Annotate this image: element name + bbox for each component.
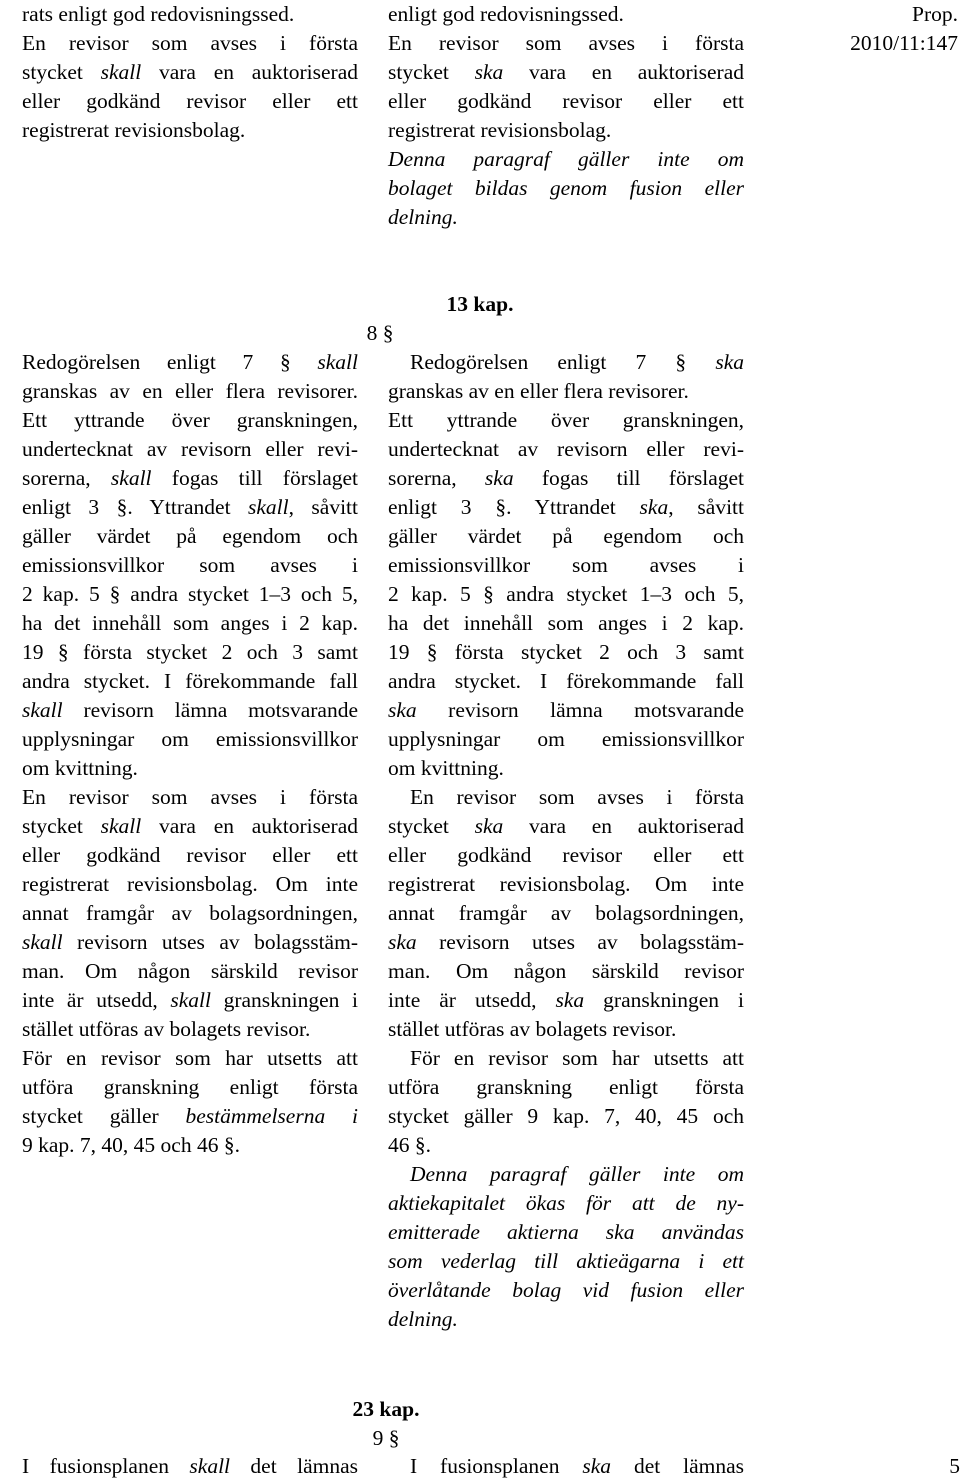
text-line: 2 kap. 5 § andra stycket 1–3 och 5, [388, 582, 744, 606]
text-line: rats enligt god redovisningssed. [22, 2, 295, 26]
text-line: Redogörelsen enligt 7 § skall [22, 350, 358, 374]
chapter-heading: 13 kap. [446, 292, 514, 316]
text-line: andra stycket. I förekommande fall [22, 669, 358, 693]
text-line: emissionsvillkor som avses i [388, 553, 744, 577]
text-line: skall revisorn lämna motsvarande [22, 698, 358, 722]
text-line: undertecknat av revisorn eller revi- [22, 437, 358, 461]
text-line: inte är utsedd, skall granskningen i [22, 988, 358, 1012]
text-line: stycket gäller 9 kap. 7, 40, 45 och [388, 1104, 744, 1128]
text-line: utföra granskning enligt första [388, 1075, 744, 1099]
text-line: Ett yttrande över granskningen, [22, 408, 358, 432]
text-line: stället utföras av bolagets revisor. [22, 1017, 311, 1041]
text-line: upplysningar om emissionsvillkor [388, 727, 744, 751]
text-line: stycket skall vara en auktoriserad [22, 814, 358, 838]
text-line: bolaget bildas genom fusion eller [388, 176, 744, 200]
text-line: registrerat revisionsbolag. [388, 118, 612, 142]
text-line: registrerat revisionsbolag. Om inte [388, 872, 744, 896]
text-line: granskas av en eller flera revisorer. [22, 379, 358, 403]
text-line: som vederlag till aktieägarna i ett [388, 1249, 744, 1273]
text-line: man. Om någon särskild revisor [22, 959, 358, 983]
text-line: registrerat revisionsbolag. [22, 118, 246, 142]
text-line: enligt god redovisningssed. [388, 2, 624, 26]
text-line: om kvittning. [388, 756, 504, 780]
text-line: emissionsvillkor som avses i [22, 553, 358, 577]
text-line: enligt 3 §. Yttrandet ska, såvitt [388, 495, 744, 519]
text-line: gäller värdet på egendom och [22, 524, 358, 548]
text-line: upplysningar om emissionsvillkor [22, 727, 358, 751]
text-line: 9 kap. 7, 40, 45 och 46 §. [22, 1133, 240, 1157]
text-line: 19 § första stycket 2 och 3 samt [22, 640, 358, 664]
text-line: stycket gäller bestämmelserna i [22, 1104, 359, 1128]
text-line: eller godkänd revisor eller ett [22, 843, 358, 867]
text-line: För en revisor som har utsetts att [22, 1046, 358, 1070]
text-line: stycket skall vara en auktoriserad [22, 60, 358, 84]
text-line: enligt 3 §. Yttrandet skall, såvitt [22, 495, 358, 519]
text-line: stycket ska vara en auktoriserad [388, 814, 744, 838]
text-line: I fusionsplanen skall det lämnas [22, 1454, 358, 1478]
text-line: eller godkänd revisor eller ett [388, 89, 744, 113]
text-line: delning. [388, 205, 458, 229]
text-line: Ett yttrande över granskningen, [388, 408, 744, 432]
text-line: ska revisorn utses av bolagsstäm- [388, 930, 744, 954]
top-right-column [388, 0, 744, 232]
text-line: eller godkänd revisor eller ett [388, 843, 744, 867]
text-line: ha det innehåll som anges i 2 kap. [388, 611, 744, 635]
text-line: sorerna, ska fogas till förslaget [388, 466, 744, 490]
text-line: sorerna, skall fogas till förslaget [22, 466, 358, 490]
top-left-column [22, 0, 358, 145]
text-line: Denna paragraf gäller inte om [388, 147, 744, 171]
text-line: En revisor som avses i första [22, 31, 358, 55]
section2-left-column [22, 1452, 358, 1481]
text-line: 46 §. [388, 1133, 431, 1157]
paragraph-heading: 8 § [366, 321, 394, 345]
text-line: En revisor som avses i första [22, 785, 358, 809]
text-line: I fusionsplanen ska det lämnas [410, 1454, 744, 1478]
paragraph-heading: 9 § [372, 1426, 400, 1450]
text-line: aktiekapitalet ökas för att de ny- [388, 1191, 744, 1215]
text-line: ska revisorn lämna motsvarande [388, 698, 744, 722]
page-number: 5 [949, 1454, 960, 1478]
text-line: stället utföras av bolagets revisor. [388, 1017, 677, 1041]
text-line: man. Om någon särskild revisor [388, 959, 744, 983]
text-line: eller godkänd revisor eller ett [22, 89, 358, 113]
text-line: En revisor som avses i första [410, 785, 744, 809]
chapter-heading: 23 kap. [352, 1397, 420, 1421]
text-line: undertecknat av revisorn eller revi- [388, 437, 744, 461]
text-line: Denna paragraf gäller inte om [410, 1162, 744, 1186]
text-line: emitterade aktierna ska användas [388, 1220, 744, 1244]
text-line: registrerat revisionsbolag. Om inte [22, 872, 358, 896]
text-line: Redogörelsen enligt 7 § ska [410, 350, 744, 374]
section1-right-column [388, 348, 744, 1334]
text-line: För en revisor som har utsetts att [410, 1046, 744, 1070]
text-line: gäller värdet på egendom och [388, 524, 744, 548]
text-line: annat framgår av bolagsordningen, [22, 901, 358, 925]
text-line: utföra granskning enligt första [22, 1075, 358, 1099]
text-line: En revisor som avses i första [388, 31, 744, 55]
text-line: 19 § första stycket 2 och 3 samt [388, 640, 744, 664]
section1-left-column [22, 348, 358, 1160]
proposition-reference: Prop. 2010/11:147 [850, 2, 958, 55]
text-line: delning. [388, 1307, 458, 1331]
text-line: om kvittning. [22, 756, 138, 780]
text-line: stycket ska vara en auktoriserad [388, 60, 744, 84]
text-line: 2 kap. 5 § andra stycket 1–3 och 5, [22, 582, 358, 606]
text-line: ha det innehåll som anges i 2 kap. [22, 611, 358, 635]
section2-right-column [388, 1452, 744, 1481]
text-line: inte är utsedd, ska granskningen i [388, 988, 745, 1012]
text-line: skall revisorn utses av bolagsstäm- [22, 930, 358, 954]
text-line: överlåtande bolag vid fusion eller [388, 1278, 744, 1302]
text-line: granskas av en eller flera revisorer. [388, 379, 689, 403]
text-line: andra stycket. I förekommande fall [388, 669, 744, 693]
text-line: annat framgår av bolagsordningen, [388, 901, 744, 925]
